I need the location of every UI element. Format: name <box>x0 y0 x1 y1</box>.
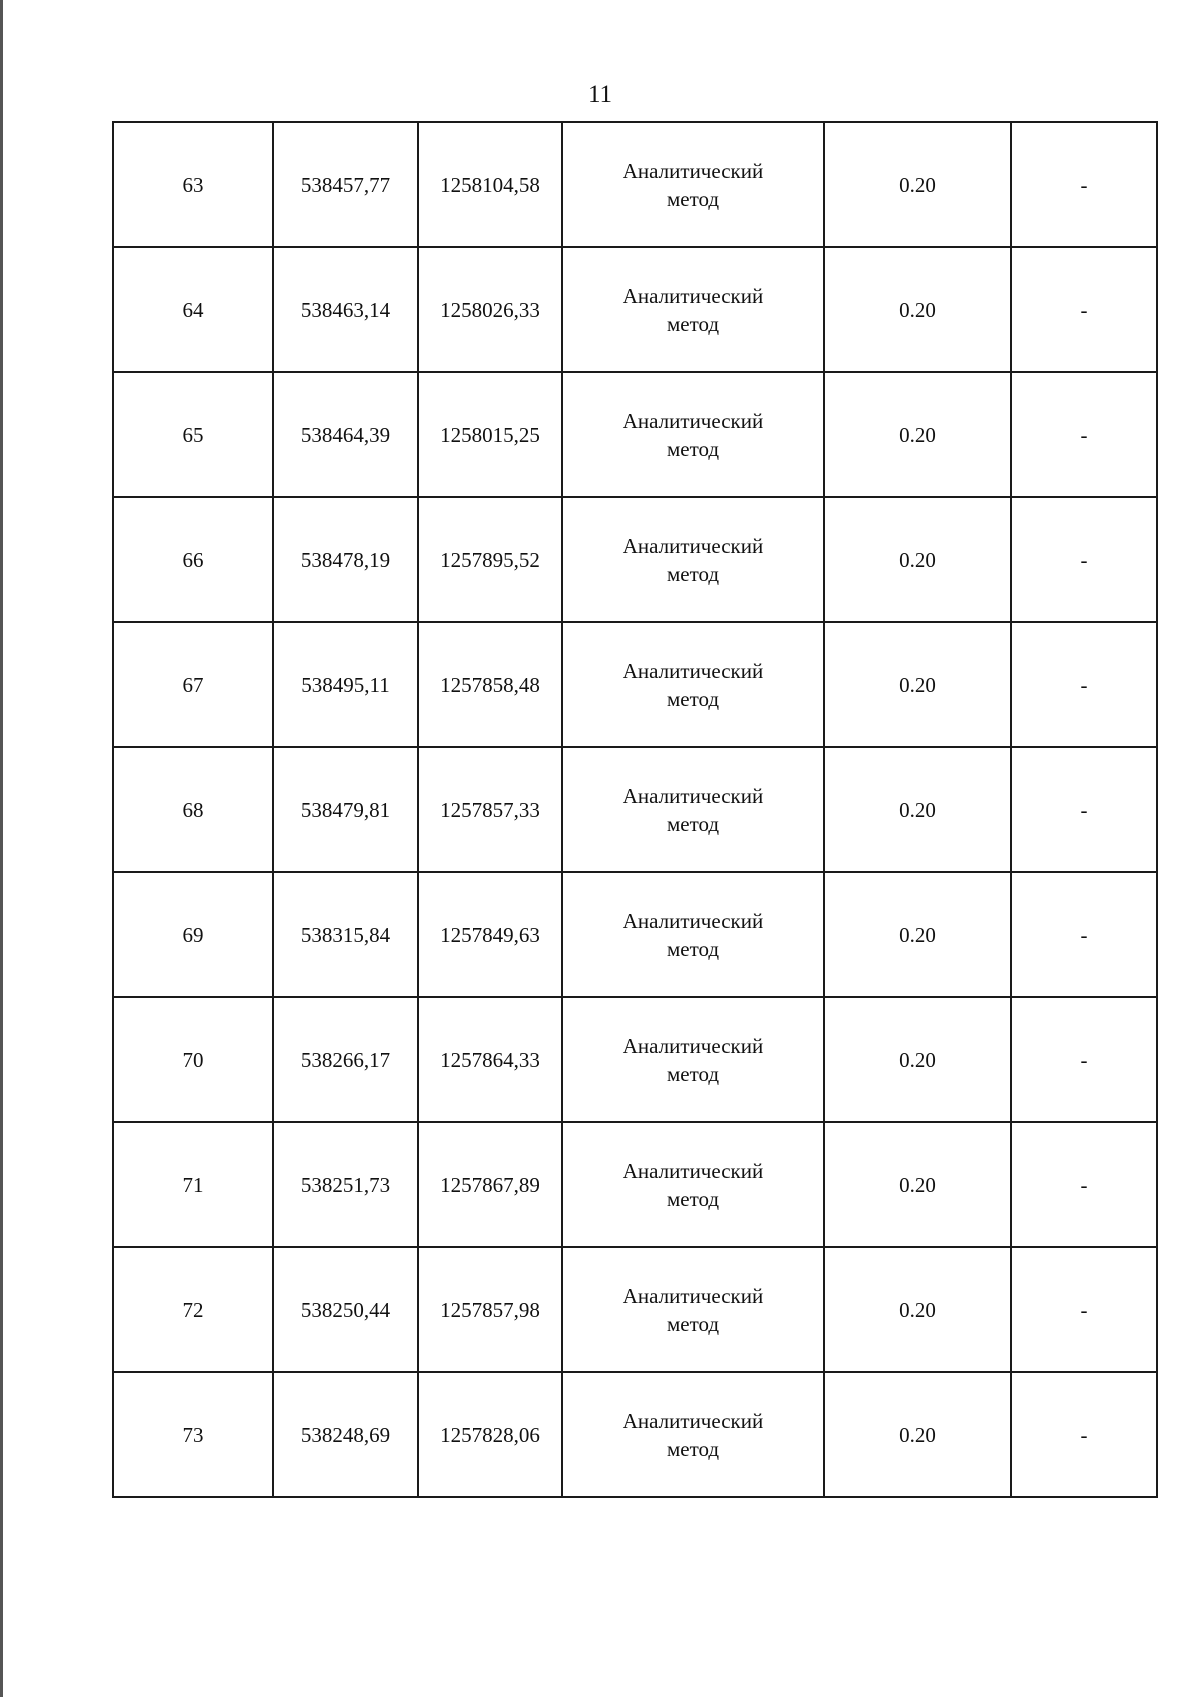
precision-cell: 0.20 <box>824 1247 1011 1372</box>
method-cell <box>562 997 824 1122</box>
page-number: 11 <box>587 81 613 108</box>
x-coordinate-cell: 538479,81 <box>273 747 418 872</box>
x-coordinate-cell: 538250,44 <box>273 1247 418 1372</box>
table-row <box>113 122 1157 247</box>
point-number-cell: 66 <box>113 497 273 622</box>
precision-cell: 0.20 <box>824 872 1011 997</box>
method-text: Аналитический метод <box>622 1283 764 1336</box>
method-text: Аналитический метод <box>622 1033 764 1086</box>
x-coordinate-cell: 538248,69 <box>273 1372 418 1497</box>
note-cell: - <box>1011 497 1157 622</box>
method-cell <box>562 1372 824 1497</box>
table-row <box>113 1372 1157 1497</box>
note-cell: - <box>1011 997 1157 1122</box>
precision-cell: 0.20 <box>824 997 1011 1122</box>
method-cell <box>562 747 824 872</box>
table-row <box>113 1247 1157 1372</box>
precision-cell: 0.20 <box>824 122 1011 247</box>
y-coordinate-cell: 1257849,63 <box>418 872 562 997</box>
point-number-cell: 65 <box>113 372 273 497</box>
precision-cell: 0.20 <box>824 747 1011 872</box>
precision-cell: 0.20 <box>824 372 1011 497</box>
table-row <box>113 247 1157 372</box>
method-cell <box>562 497 824 622</box>
y-coordinate-cell: 1257828,06 <box>418 1372 562 1497</box>
point-number-cell: 69 <box>113 872 273 997</box>
method-cell <box>562 247 824 372</box>
x-coordinate-cell: 538315,84 <box>273 872 418 997</box>
point-number-cell: 67 <box>113 622 273 747</box>
note-cell: - <box>1011 122 1157 247</box>
table-row <box>113 372 1157 497</box>
y-coordinate-cell: 1257857,98 <box>418 1247 562 1372</box>
y-coordinate-cell: 1258015,25 <box>418 372 562 497</box>
y-coordinate-cell: 1258026,33 <box>418 247 562 372</box>
method-text: Аналитический метод <box>622 283 764 336</box>
note-cell: - <box>1011 747 1157 872</box>
y-coordinate-cell: 1257864,33 <box>418 997 562 1122</box>
note-cell: - <box>1011 622 1157 747</box>
method-text: Аналитический метод <box>622 533 764 586</box>
point-number-cell: 70 <box>113 997 273 1122</box>
point-number-cell: 63 <box>113 122 273 247</box>
x-coordinate-cell: 538478,19 <box>273 497 418 622</box>
note-cell: - <box>1011 872 1157 997</box>
x-coordinate-cell: 538251,73 <box>273 1122 418 1247</box>
method-text: Аналитический метод <box>622 1158 764 1211</box>
method-text: Аналитический метод <box>622 783 764 836</box>
precision-cell: 0.20 <box>824 622 1011 747</box>
y-coordinate-cell: 1258104,58 <box>418 122 562 247</box>
note-cell: - <box>1011 1372 1157 1497</box>
table-row <box>113 497 1157 622</box>
precision-cell: 0.20 <box>824 497 1011 622</box>
note-cell: - <box>1011 372 1157 497</box>
coordinates-table <box>112 121 1158 1498</box>
point-number-cell: 68 <box>113 747 273 872</box>
precision-cell: 0.20 <box>824 1122 1011 1247</box>
page-left-edge <box>0 0 3 1697</box>
method-cell <box>562 122 824 247</box>
note-cell: - <box>1011 1247 1157 1372</box>
method-text: Аналитический метод <box>622 408 764 461</box>
method-cell <box>562 372 824 497</box>
table-row <box>113 1122 1157 1247</box>
table-row <box>113 622 1157 747</box>
point-number-cell: 72 <box>113 1247 273 1372</box>
y-coordinate-cell: 1257895,52 <box>418 497 562 622</box>
method-cell <box>562 872 824 997</box>
method-cell <box>562 1122 824 1247</box>
y-coordinate-cell: 1257858,48 <box>418 622 562 747</box>
method-text: Аналитический метод <box>622 658 764 711</box>
y-coordinate-cell: 1257857,33 <box>418 747 562 872</box>
x-coordinate-cell: 538464,39 <box>273 372 418 497</box>
precision-cell: 0.20 <box>824 247 1011 372</box>
table-row <box>113 872 1157 997</box>
method-cell <box>562 1247 824 1372</box>
point-number-cell: 73 <box>113 1372 273 1497</box>
point-number-cell: 71 <box>113 1122 273 1247</box>
note-cell: - <box>1011 247 1157 372</box>
method-text: Аналитический метод <box>622 908 764 961</box>
method-text: Аналитический метод <box>622 158 764 211</box>
method-text: Аналитический метод <box>622 1408 764 1461</box>
table-row <box>113 747 1157 872</box>
y-coordinate-cell: 1257867,89 <box>418 1122 562 1247</box>
method-cell <box>562 622 824 747</box>
table-row <box>113 997 1157 1122</box>
note-cell: - <box>1011 1122 1157 1247</box>
x-coordinate-cell: 538266,17 <box>273 997 418 1122</box>
x-coordinate-cell: 538495,11 <box>273 622 418 747</box>
x-coordinate-cell: 538457,77 <box>273 122 418 247</box>
point-number-cell: 64 <box>113 247 273 372</box>
precision-cell: 0.20 <box>824 1372 1011 1497</box>
x-coordinate-cell: 538463,14 <box>273 247 418 372</box>
